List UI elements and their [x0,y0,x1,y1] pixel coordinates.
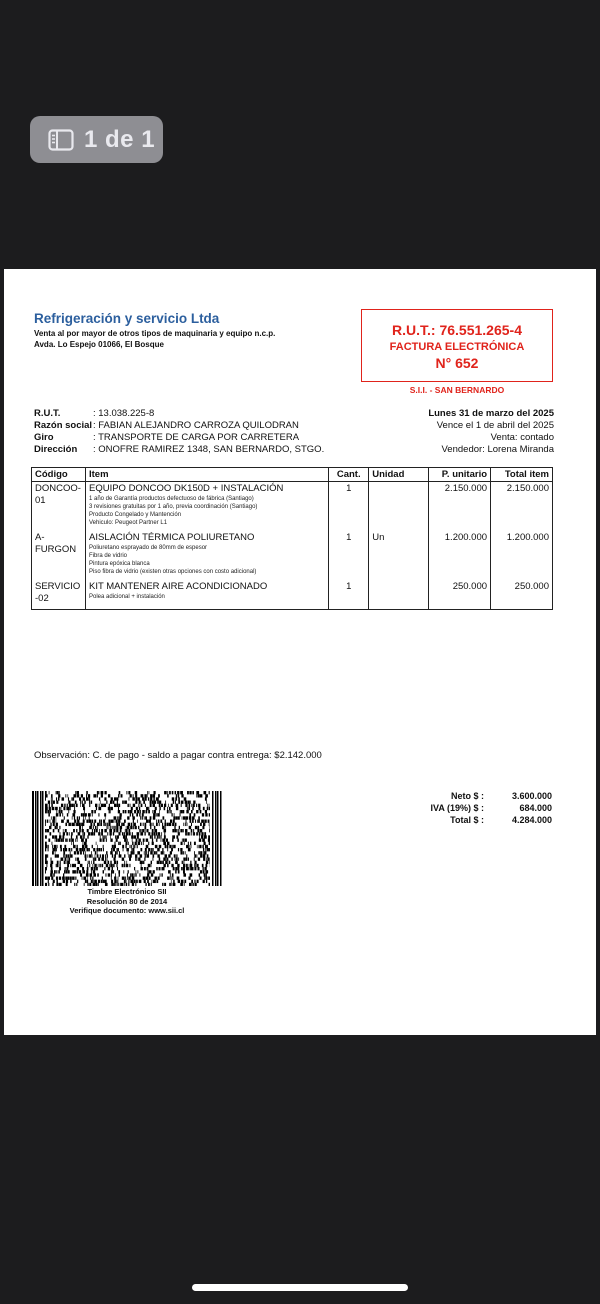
table-row [32,531,553,580]
seller: Vendedor: Lorena Miranda [441,444,554,455]
row-unit [369,482,429,532]
row-code: 01 [35,495,46,506]
row-code: -02 [35,593,49,604]
client-giro-label: Giro [34,432,54,443]
company-address: Avda. Lo Espejo 01066, El Bosque [34,340,164,349]
row-code: DONCOO- [35,483,81,494]
sale-type: Venta: contado [490,432,554,443]
row-cant: 1 [329,482,369,532]
page-indicator[interactable] [30,116,163,163]
sii-office: S.I.I. - SAN BERNARDO [409,385,505,395]
row-item-detail: 3 revisiones gratuitas por 1 año, previa coordinación (Santiago) [88,504,258,510]
row-item-detail: Vehiculo: Peugeot Partner L1 [88,520,168,526]
iva-label: IVA (19%) $ : [430,803,484,813]
row-unit [369,580,429,610]
neto-value: 3.600.000 [511,791,552,801]
timbre-title: Timbre Electrónico SII [87,887,167,896]
row-cant: 1 [329,580,369,610]
row-unit-price: 1.200.000 [429,531,491,580]
row-unit-price: 2.150.000 [429,482,491,532]
row-code: FURGON [35,544,77,555]
total-label: Total $ : [450,815,484,825]
row-item-title: AISLACIÓN TÉRMICA POLIURETANO [88,532,255,543]
header-unit: Unidad [369,468,429,482]
client-giro-value: : TRANSPORTE DE CARGA POR CARRETERA [93,432,300,443]
row-code: A- [35,532,45,543]
client-info [34,408,554,456]
invoice-rut: R.U.T.: 76.551.265-4 [392,322,522,338]
invoice-due-date: Vence el 1 de abril del 2025 [436,420,554,431]
row-unit-price: 250.000 [429,580,491,610]
home-indicator[interactable] [192,1284,408,1291]
invoice-document [4,269,596,1035]
header-cant: Cant. [329,468,369,482]
client-razon-value: : FABIAN ALEJANDRO CARROZA QUILODRAN [93,420,299,431]
row-item-detail: Polea adicional + instalación [88,594,165,600]
invoice-number: N° 652 [435,355,479,371]
client-direccion-label: Dirección [34,444,78,455]
observation: Observación: C. de pago - saldo a pagar contra entrega: $2.142.000 [34,750,322,761]
totals [404,791,552,827]
invoice-rut-box [361,309,553,382]
header-unit-price: P. unitario [429,468,491,482]
client-rut-label: R.U.T. [34,408,61,419]
table-header [32,468,553,482]
neto-label: Neto $ : [450,791,484,801]
row-item-detail: Poliuretano esprayado de 80mm de espesor [88,545,208,551]
items-table [31,467,553,610]
sidebar-icon [48,129,74,151]
company-name: Refrigeración y servicio Ltda [34,311,220,326]
header-code: Código [32,468,86,482]
row-item-detail: Producto Congelado y Mantención [88,512,182,518]
row-item-detail: Fibra de vidrio [88,553,127,559]
client-razon-label: Razón social [34,420,93,431]
company-giro: Venta al por mayor de otros tipos de maquinaria y equipo n.c.p. [34,329,276,338]
invoice-date: Lunes 31 de marzo del 2025 [428,408,554,419]
page-indicator-label: 1 de 1 [84,125,156,153]
client-rut-value: : 13.038.225-8 [93,408,155,419]
row-item-title: KIT MANTENER AIRE ACONDICIONADO [88,581,268,592]
row-item-detail: Pintura epóxica blanca [88,561,150,567]
row-item-title: EQUIPO DONCOO DK150D + INSTALACIÓN [88,483,284,494]
row-cant: 1 [329,531,369,580]
client-direccion-value: : ONOFRE RAMIREZ 1348, SAN BERNARDO, STGO. [93,444,325,455]
row-unit: Un [369,531,429,580]
row-code: SERVICIO [35,581,81,592]
iva-value: 684.000 [519,803,552,813]
table-row [32,482,553,532]
row-total: 2.150.000 [491,482,553,532]
row-total: 250.000 [491,580,553,610]
timbre-verify: Verifique documento: www.sii.cl [69,906,185,915]
table-row [32,580,553,610]
row-item-detail: 1 año de Garantía productos defectuoso de fábrica (Santiago) [88,496,254,502]
timbre-barcode [32,791,222,886]
timbre-resolution: Resolución 80 de 2014 [86,896,168,906]
total-value: 4.284.000 [511,815,552,825]
invoice-type: FACTURA ELECTRÓNICA [389,341,525,353]
row-total: 1.200.000 [491,531,553,580]
row-item-detail: Piso fibra de vidrio (existen otras opciones con costo adicional) [88,569,257,575]
header-total: Total item [491,468,553,482]
header-item: Item [85,468,328,482]
timbre-text [32,887,222,916]
